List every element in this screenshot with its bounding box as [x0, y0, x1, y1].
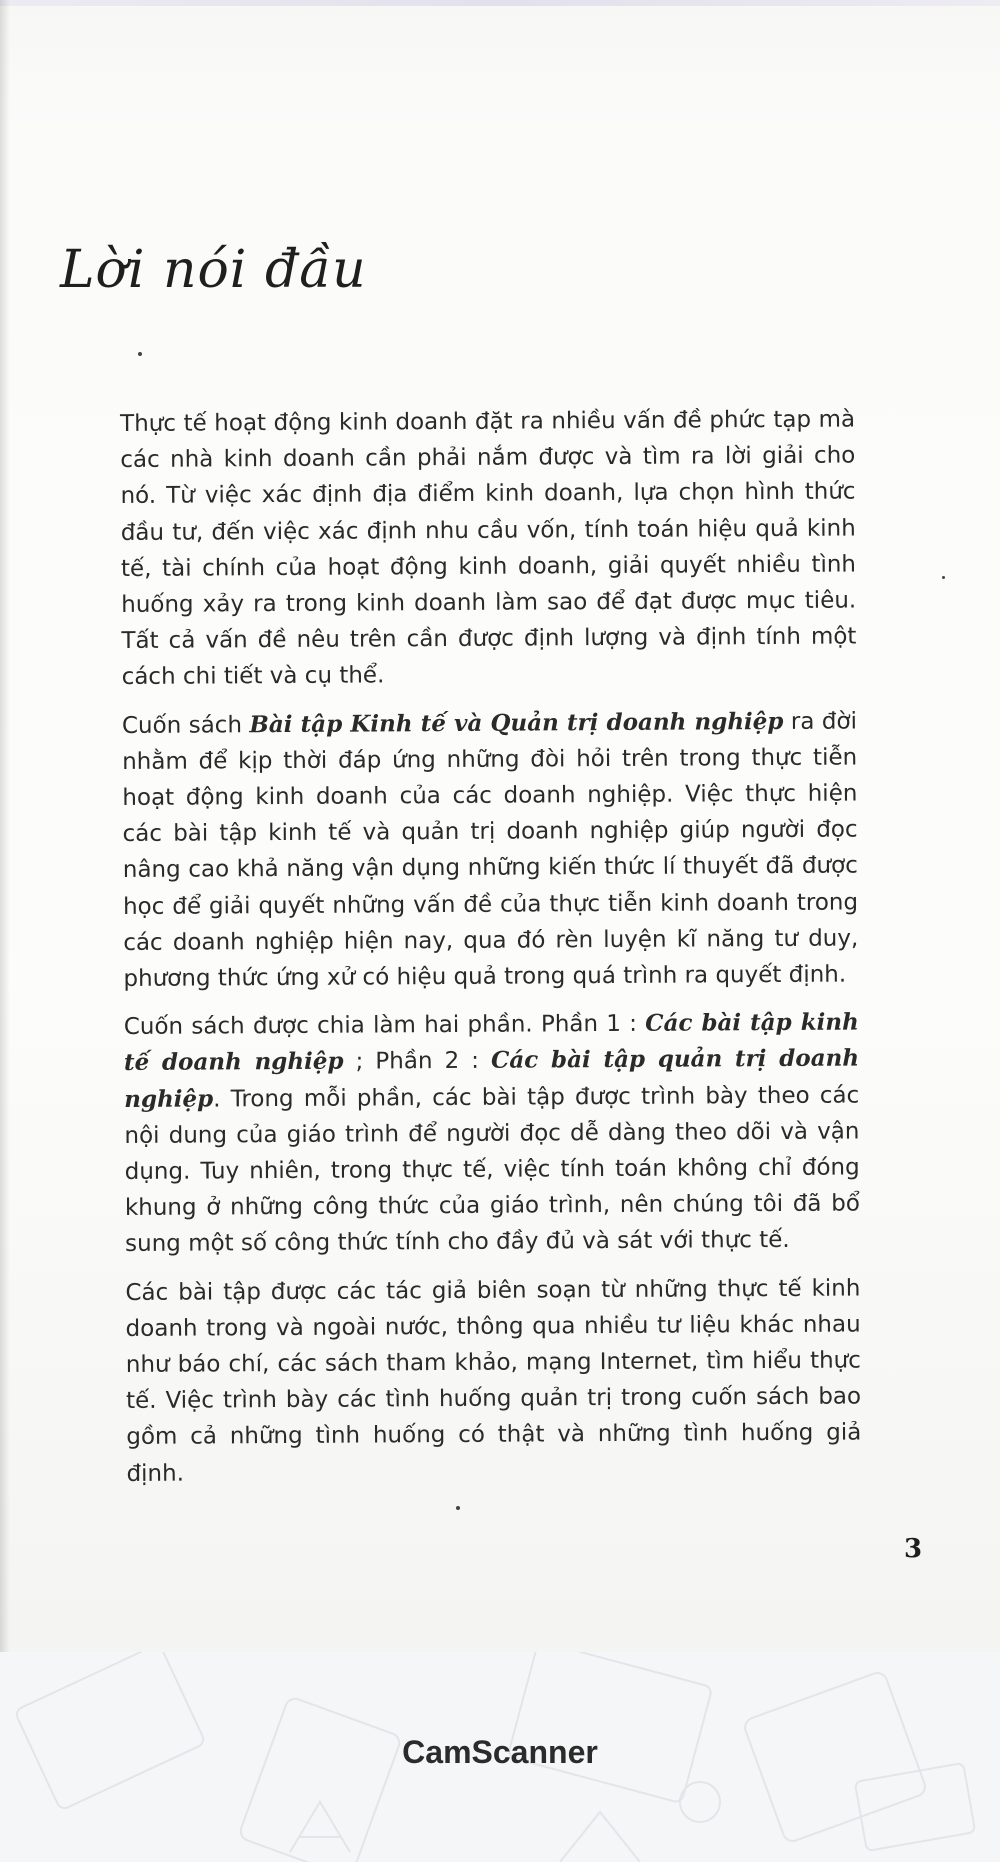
- paragraph-2: Cuốn sách Bài tập Kinh tế và Quản trị doanh nghiệp ra đời nhằm để kịp thời đáp ứng những đòi hỏi trên trong thực tiễn hoạt động kinh doanh của các doanh nghiệp. Việc thực hiện các bài tập kinh tế và quản trị doanh nghiệp giúp người đọc nâng cao khả năng vận dụng những kiến thức lí thuyết đã được học để giải quyết những vấn đề của thực tiễn kinh doanh trong các doanh nghiệp hiện nay, qua đó rèn luyện kĩ năng tư duy, phương thức ứng xử có hiệu quả trong quá trình ra quyết định.: [121, 707, 859, 993]
- body-text: [120, 402, 862, 1504]
- paragraph-3: Cuốn sách được chia làm hai phần. Phần 1 : Các bài tập kinh tế doanh nghiệp ; Phần 2 : Các bài tập quản trị doanh nghiệp. Trong mỗi phần, các bài tập được trình bày theo các nội dung của giáo trình để người đọc dễ dàng theo dõi và vận dụng. Tuy nhiên, trong thực tế, việc tính toán không chỉ đóng khung ở những công thức của giáo trình, nên chúng tôi đã bổ sung một số công thức tính cho đầy đủ và sát với thực tế.: [123, 1008, 860, 1258]
- camscanner-brand: CamScanner: [402, 1734, 598, 1770]
- part-2-title: Các bài tập quản trị doanh nghiệp: [124, 1044, 860, 1113]
- paragraph-1: Thực tế hoạt động kinh doanh đặt ra nhiều vấn đề phức tạp mà các nhà kinh doanh cần phải nắm được và tìm ra lời giải cho nó. Từ việc xác định địa điểm kinh doanh, lựa chọn hình thức đầu tư, đến việc xác định nhu cầu vốn, tính toán hiệu quả kinh tế, tài chính của hoạt động kinh doanh, giải quyết nhiều tình huống xảy ra trong kinh doanh làm sao để đạt được mục tiêu. Tất cả vấn đề nêu trên cần được định lượng và định tính một cách chi tiết và cụ thể.: [120, 406, 857, 691]
- speck: [942, 576, 945, 579]
- page-number: 3: [904, 1534, 923, 1564]
- speck: [456, 1506, 460, 1510]
- part-1-title: Các bài tập kinh tế doanh nghiệp: [123, 1008, 859, 1077]
- book-title: Bài tập Kinh tế và Quản trị doanh nghiệp: [249, 707, 784, 738]
- speck: [138, 352, 142, 356]
- paragraph-4: Các bài tập được các tác giả biên soạn từ những thực tế kinh doanh trong và ngoài nước, thông qua nhiều tư liệu khác nhau như báo chí, các sách tham khảo, mạng Internet, tìm hiểu thực tế. Việc trình bày các tình huống quản trị trong cuốn sách bao gồm cả những tình huống có thật và những tình huống giả định.: [125, 1275, 862, 1487]
- page-edge-shadow: [0, 0, 10, 1652]
- page-title: Lời nói đầu: [60, 240, 367, 300]
